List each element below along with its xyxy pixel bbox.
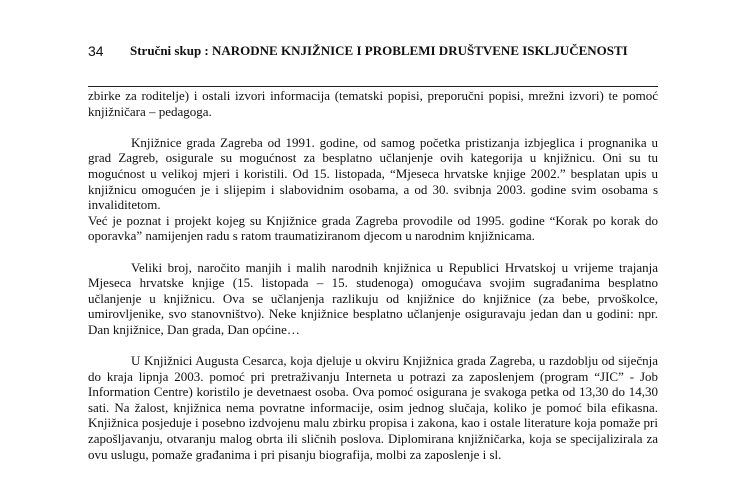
paragraph-gap (88, 338, 658, 354)
running-title: Stručni skup : NARODNE KNJIŽNICE I PROBLEMI DRUŠTVENE ISKLJUČENOSTI (130, 43, 628, 58)
header-divider (88, 86, 658, 87)
body-text (88, 88, 658, 462)
paragraph-gap (88, 119, 658, 135)
paragraph-continuation: zbirke za roditelje) i ostali izvori informacija (tematski popisi, preporučni popisi, mrežni izvori) te pomoć knjižničara – pedagoga. (88, 88, 658, 119)
paragraph-project-korak: Već je poznat i projekt kojeg su Knjižnice grada Zagreba provodile od 1995. godine “Korak po korak do oporavka” namijenjen radu s ratom traumatiziranom djecom u narodnim knjižnicama. (88, 212, 658, 244)
paragraph-cesarec-library: U Knjižnici Augusta Cesarca, koja djeluje u okviru Knjižnica grada Zagreba, u razdoblju od siječnja do kraja lipnja 2003. pomoć pri pretraživanju Interneta u potrazi za zaposlenjem (program “JIC” - Job Information Centre) koristilo je devetnaest osoba. Ova pomoć osigurana je svakoga petka od 13,30 do 14,30 sati. Na žalost, knjižnica nema povratne informacije, osim jednog slučaja, koliko je pomoć bila efikasna. Knjižnica posjeduje i posebno izdvojenu malu zbirku propisa i zakona, kao i ostale literature koja pomaže pri zapošljavanju, otvaranju malog obrta ili sličnih poslova. Diplomirana knjižničarka, koja se specijalizirala za ovu uslugu, pomaže građanima i pri pisanju biografija, molbi za zaposlenje i sl. (88, 353, 658, 462)
paragraph-small-libraries: Veliki broj, naročito manjih i malih narodnih knjižnica u Republici Hrvatskoj u vrijeme trajanja Mjeseca hrvatske knjige (15. listopada – 15. studenoga) omogućava svojim sugrađanima besplatno učlanjenje u knjižnicu. Ova se učlanjenja razlikuju od knjižnice do knjižnice (za bebe, prvoškolce, umirovljenike, svo stanovništvo). Neke knjižnice besplatno učlanjenje osiguravaju jedan dan u godini: npr. Dan knjižnice, Dan grada, Dan općine… (88, 259, 658, 337)
paragraph-library-membership: Knjižnice grada Zagreba od 1991. godine, od samog početka pristizanja izbjeglica i prognanika u grad Zagreb, osigurale su mogućnost za besplatno učlanjenje ovih kategorija u knjižnicu. Oni su tu mogućnost u velikoj mjeri i koristili. Od 15. listopada, “Mjeseca hrvatske knjige 2002.” besplatan upis u knjižnicu omogućen je i slijepim i slabovidnim osobama, a od 30. svibnja 2003. godine svim osobama s invaliditetom. (88, 134, 658, 213)
paragraph-gap (88, 244, 658, 260)
page-number: 34 (88, 43, 104, 59)
page-header (88, 42, 668, 62)
